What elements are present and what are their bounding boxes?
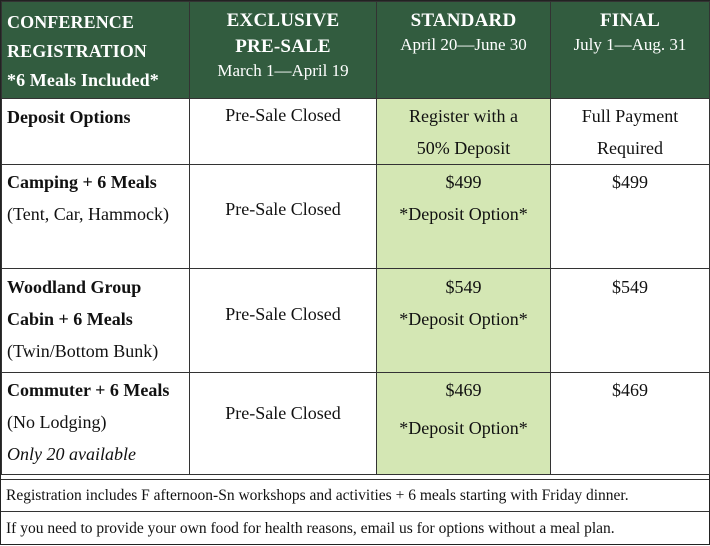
deposit-options-label: Deposit Options [7,107,131,127]
commuter-sub-label: (No Lodging) [7,412,107,432]
standard-commuter-cell [377,373,551,475]
final-camping-price: $499 [612,172,648,192]
header-line-registration: REGISTRATION [7,41,147,61]
footer-dietary-note: If you need to provide your own food for health reasons, email us for options without a meal plan. [1,511,709,546]
standard-cabin-deposit-note: *Deposit Option* [399,309,528,329]
standard-camping-deposit-note: *Deposit Option* [399,204,528,224]
standard-deposit-line1: Register with a [409,106,518,126]
row-label-cabin [2,269,190,373]
final-cabin-price: $549 [612,277,648,297]
pricing-grid [1,1,710,475]
presale-closed-text: Pre-Sale Closed [225,105,341,125]
header-final [551,2,710,99]
footer-registration-includes: Registration includes F afternoon-Sn workshops and activities + 6 meals starting with Friday dinner. [1,479,709,511]
header-presale-dates: March 1—April 19 [217,61,349,80]
standard-cabin-price: $549 [445,277,482,297]
header-row [2,2,710,99]
commuter-availability-note: Only 20 available [7,444,136,464]
presale-closed-text: Pre-Sale Closed [225,304,341,324]
header-final-title: FINAL [599,10,661,31]
commuter-label: Commuter + 6 Meals [7,380,170,400]
header-conference-registration [2,2,190,99]
header-standard-dates: April 20—June 30 [400,35,527,54]
header-line-meals: *6 Meals Included* [7,70,159,90]
final-cabin-cell [551,269,710,373]
final-deposit-line1: Full Payment [581,106,679,126]
row-label-commuter [2,373,190,475]
header-exclusive: EXCLUSIVE [226,10,340,31]
header-line-conference: CONFERENCE [7,12,135,32]
header-standard [377,2,551,99]
standard-deposit-line2: 50% Deposit [416,138,511,158]
table-row-deposit-options [2,99,710,165]
final-commuter-price: $469 [612,380,648,400]
standard-camping-cell [377,165,551,269]
table-row-woodland-cabin [2,269,710,373]
standard-camping-price: $499 [445,172,482,192]
cabin-label-line2: Cabin + 6 Meals [7,309,133,329]
cabin-sub-label: (Twin/Bottom Bunk) [7,341,159,361]
camping-sub-label: (Tent, Car, Hammock) [7,204,169,224]
header-final-dates: July 1—Aug. 31 [573,35,687,54]
row-label-deposit [2,99,190,165]
presale-commuter-cell [190,373,377,475]
final-deposit-cell [551,99,710,165]
final-deposit-line2: Required [597,138,663,158]
table-row-commuter [2,373,710,475]
final-camping-cell [551,165,710,269]
header-exclusive-presale [190,2,377,99]
table-row-camping [2,165,710,269]
standard-commuter-price: $469 [445,380,482,400]
presale-deposit-cell [190,99,377,165]
standard-cabin-cell [377,269,551,373]
presale-closed-text: Pre-Sale Closed [225,199,341,219]
presale-closed-text: Pre-Sale Closed [225,403,341,423]
presale-cabin-cell [190,269,377,373]
row-label-camping [2,165,190,269]
standard-deposit-cell [377,99,551,165]
cabin-label-line1: Woodland Group [7,277,142,297]
header-standard-title: STANDARD [410,10,517,31]
final-commuter-cell [551,373,710,475]
presale-camping-cell [190,165,377,269]
camping-label: Camping + 6 Meals [7,172,157,192]
header-presale: PRE-SALE [235,36,331,57]
standard-commuter-deposit-note: *Deposit Option* [399,418,528,438]
